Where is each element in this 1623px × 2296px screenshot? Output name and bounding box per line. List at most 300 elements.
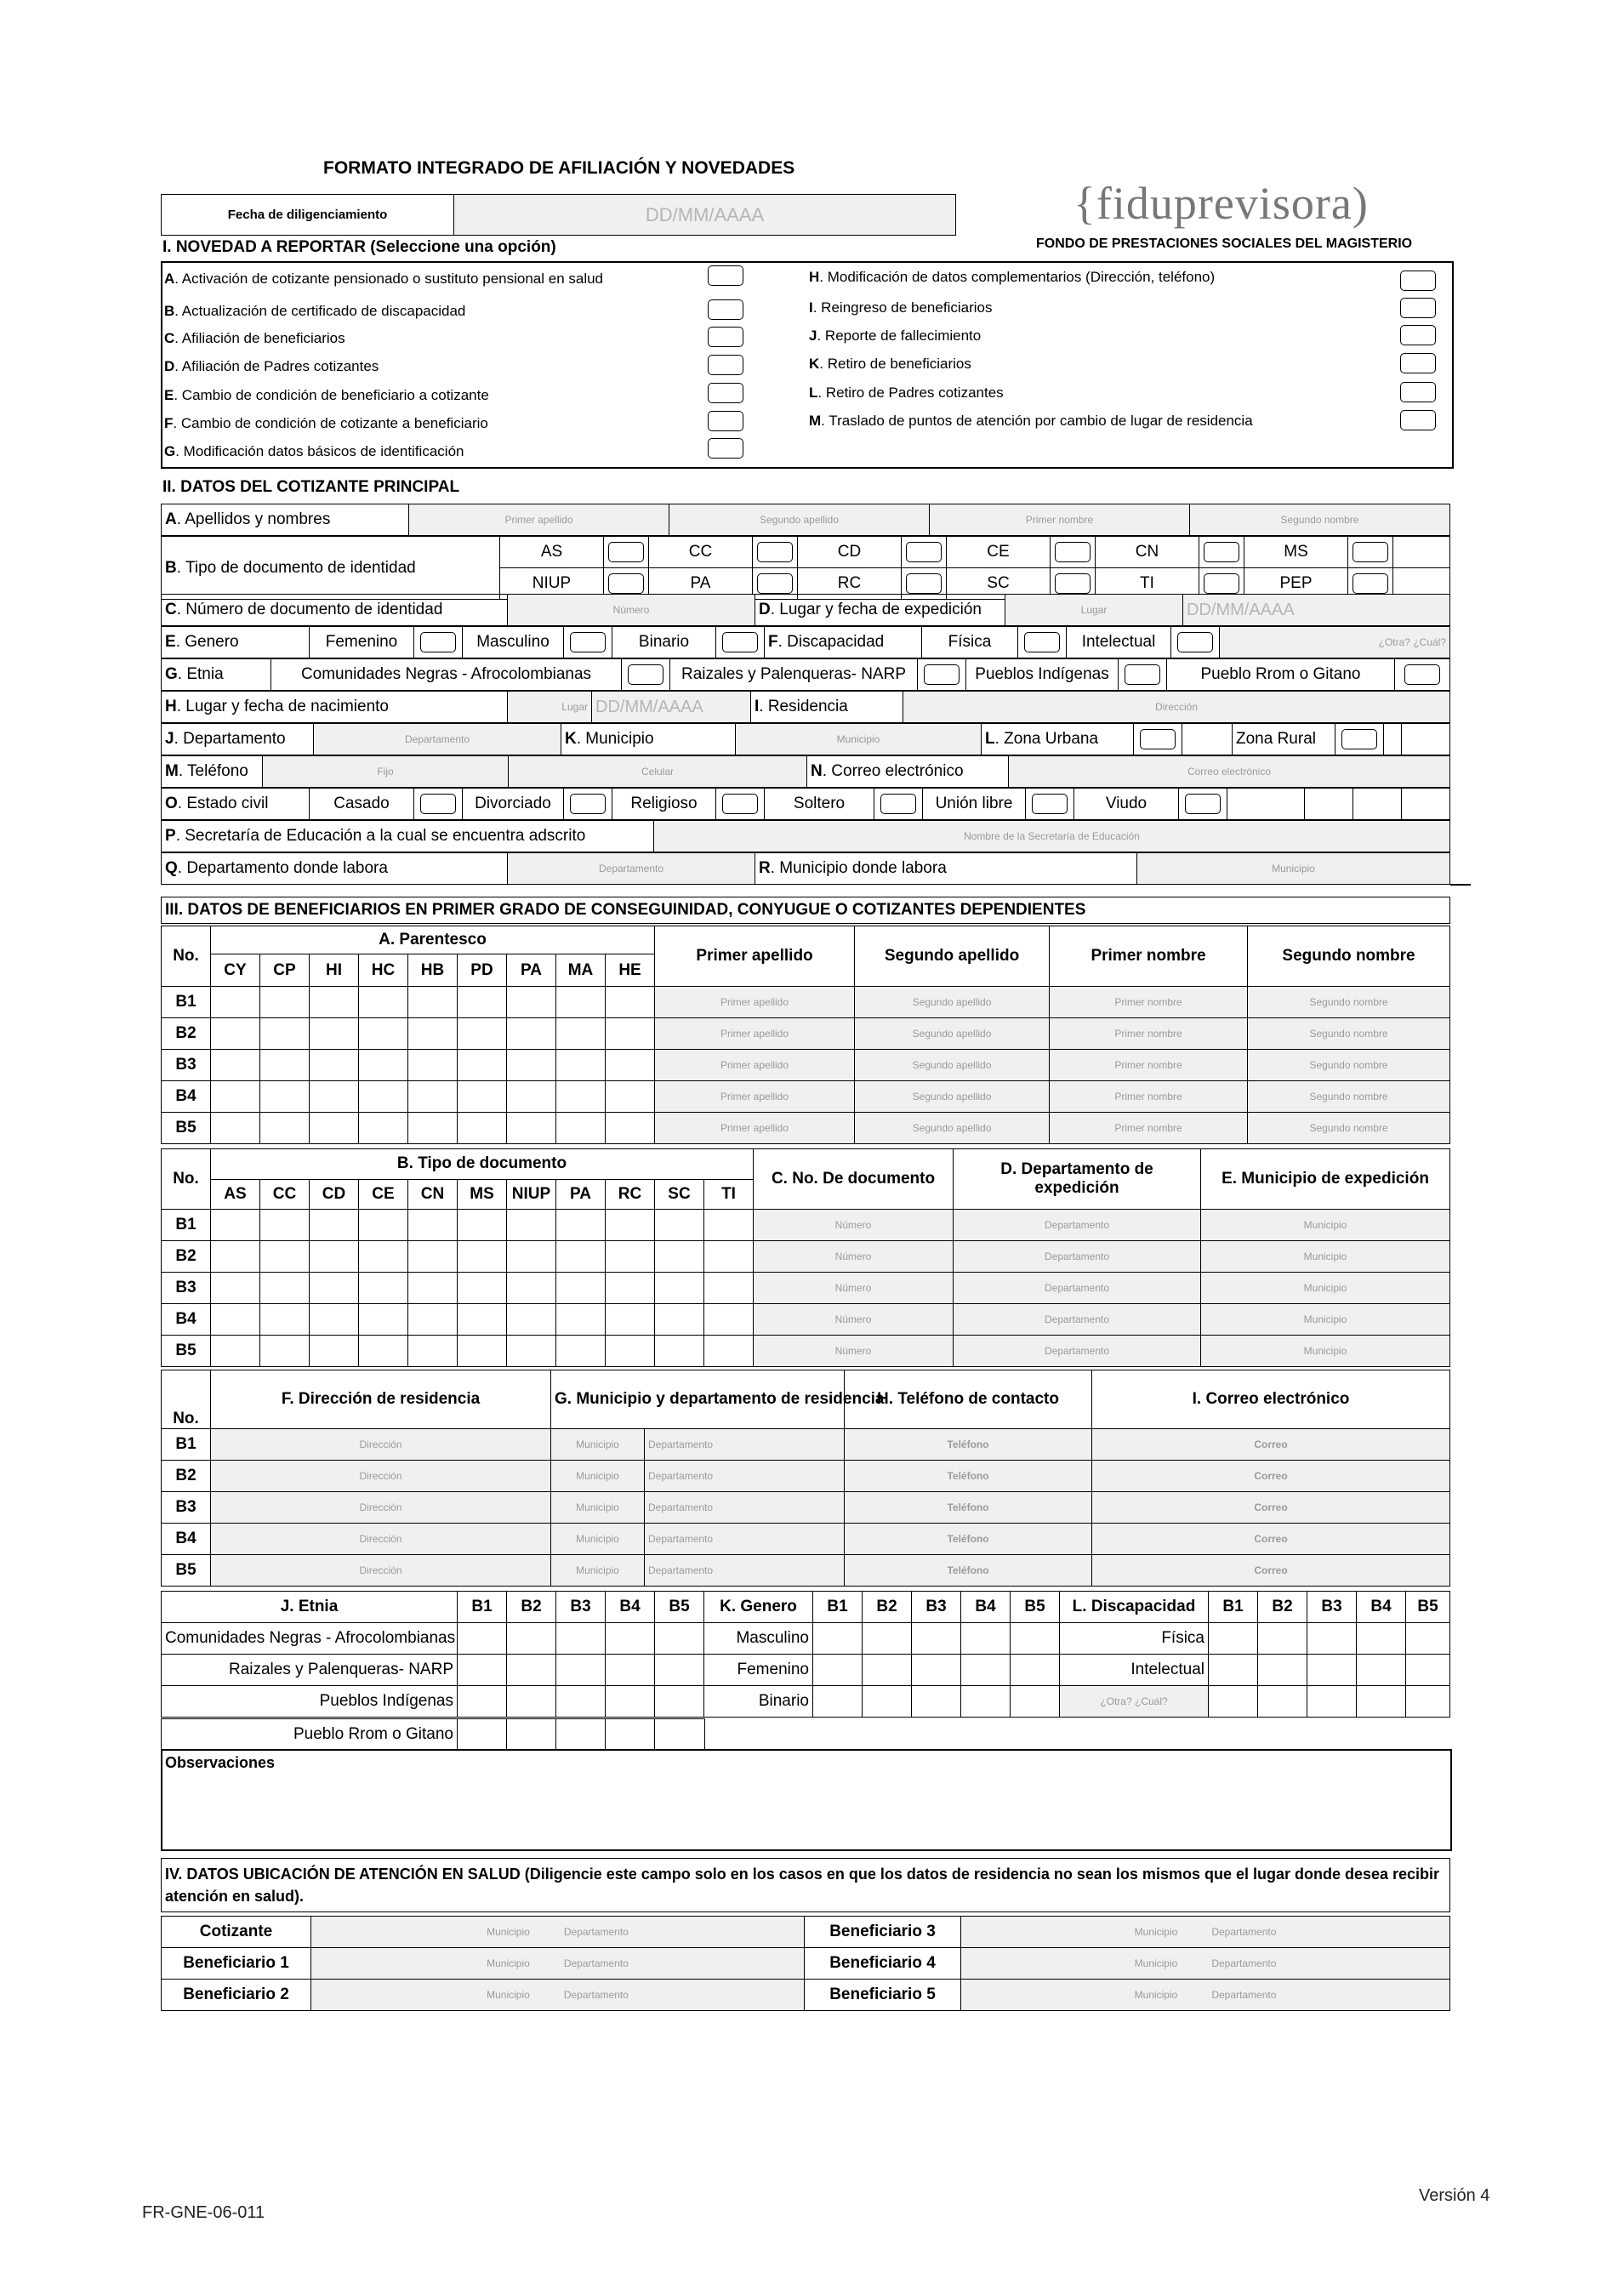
checkbox-option-f[interactable] [708,411,743,431]
cell[interactable] [863,1655,912,1686]
tipo-cell[interactable] [556,1241,606,1273]
doc-checkbox[interactable] [608,573,644,594]
tipo-cell[interactable] [310,1273,359,1304]
label-departamento: J. Departamento [162,724,314,755]
name-input[interactable]: Primer nombre [1050,987,1248,1018]
cell[interactable] [1011,1686,1060,1718]
checkbox-option-b[interactable] [708,299,743,320]
doc-input[interactable]: Departamento [954,1210,1201,1241]
municipio-labora-input[interactable]: Municipio [1137,853,1450,885]
ubicacion-b1-input[interactable]: Municipio Departamento [311,1948,805,1980]
direccion-input[interactable]: Dirección [211,1429,551,1461]
cell[interactable] [606,1686,655,1718]
cell[interactable] [912,1655,961,1686]
tipo-cell[interactable] [458,1273,507,1304]
parentesco-cell[interactable] [556,1113,606,1144]
doc-checkbox[interactable] [757,542,793,562]
secretaria-input[interactable]: Nombre de la Secretaría de Educación [654,821,1450,852]
correo-input[interactable]: Correo [1092,1429,1450,1461]
tipo-col: CN [408,1179,458,1210]
name-input[interactable]: Segundo apellido [855,1050,1050,1081]
section-3-title-row [161,897,1450,924]
ubicacion-b4-input[interactable]: Municipio Departamento [961,1948,1450,1980]
cell[interactable] [556,1655,606,1686]
parentesco-cell[interactable] [606,1050,655,1081]
form-title: FORMATO INTEGRADO DE AFILIACIÓN Y NOVEDADES [323,158,795,178]
departamento-input[interactable]: Departamento [645,1555,845,1587]
tipo-col: NIUP [507,1179,556,1210]
tipo-cell[interactable] [606,1210,655,1241]
observaciones-box[interactable] [161,1749,1452,1851]
cell[interactable] [1209,1623,1258,1655]
direccion-input[interactable]: Dirección [211,1524,551,1555]
doc-checkbox[interactable] [1055,542,1091,562]
tipo-cell[interactable] [310,1210,359,1241]
cell[interactable] [655,1655,704,1686]
header-segundo-apellido: Segundo apellido [855,926,1050,987]
label-municipio-labora: R. Municipio donde labora [755,853,1137,885]
ubicacion-b3-input[interactable]: Municipio Departamento [961,1917,1450,1948]
name-input[interactable]: Segundo nombre [1248,1050,1450,1081]
cell[interactable] [1307,1655,1357,1686]
parentesco-cell[interactable] [408,1113,458,1144]
cell[interactable] [1406,1655,1450,1686]
municipio-input[interactable]: Municipio [551,1524,645,1555]
cell[interactable] [556,1623,606,1655]
tipo-cell[interactable] [359,1304,408,1336]
disc-fisica-checkbox[interactable] [1024,632,1060,652]
name-input[interactable]: Segundo nombre [1248,987,1450,1018]
parentesco-cell[interactable] [310,1113,359,1144]
parentesco-cell[interactable] [359,1050,408,1081]
tipo-cell[interactable] [507,1273,556,1304]
tipo-cell[interactable] [606,1336,655,1367]
cell[interactable] [1307,1623,1357,1655]
lugar-expedicion-input[interactable]: Lugar [1005,595,1183,626]
correo-input[interactable]: Correo electrónico [1009,756,1450,788]
genero-femenino-checkbox[interactable] [420,632,456,652]
cell[interactable] [507,1623,556,1655]
cell[interactable] [813,1686,863,1718]
parentesco-cell[interactable] [606,1113,655,1144]
doc-checkbox[interactable] [1055,573,1091,594]
parentesco-cell[interactable] [507,1018,556,1050]
direccion-input[interactable]: Dirección [211,1492,551,1524]
doc-label: MS [1244,537,1348,568]
cell[interactable] [813,1655,863,1686]
tipo-cell[interactable] [655,1304,704,1336]
disc-otra-input[interactable]: ¿Otra? ¿Cuál? [1060,1686,1209,1718]
parentesco-cell[interactable] [507,987,556,1018]
row-g-etnia [161,658,1450,691]
doc-input[interactable]: Departamento [954,1336,1201,1367]
name-input[interactable]: Primer apellido [655,1081,855,1113]
checkbox-option-m[interactable] [1400,410,1436,430]
cell[interactable] [655,1623,704,1655]
name-input[interactable]: Segundo apellido [855,987,1050,1018]
parentesco-cell[interactable] [606,987,655,1018]
name-input[interactable]: Segundo nombre [1248,1081,1450,1113]
tipo-cell[interactable] [359,1336,408,1367]
doc-input[interactable]: Número [754,1273,954,1304]
tipo-cell[interactable] [408,1304,458,1336]
checkbox-option-g[interactable] [708,438,743,459]
etnia-opt-narp: Raizales y Palenqueras- NARP [162,1655,458,1686]
doc-input[interactable]: Municipio [1201,1273,1450,1304]
parentesco-cell[interactable] [408,987,458,1018]
direccion-input[interactable]: Dirección [211,1461,551,1492]
cell[interactable] [507,1655,556,1686]
tipo-cell[interactable] [359,1210,408,1241]
segundo-apellido-input[interactable]: Segundo apellido [669,504,930,536]
parentesco-cell[interactable] [359,1018,408,1050]
departamento-input[interactable]: Departamento [645,1429,845,1461]
name-input[interactable]: Primer nombre [1050,1018,1248,1050]
cell[interactable] [1406,1686,1450,1718]
tipo-cell[interactable] [507,1304,556,1336]
tipo-cell[interactable] [704,1336,754,1367]
tipo-cell[interactable] [556,1336,606,1367]
departamento-input[interactable]: Departamento [645,1492,845,1524]
tipo-cell[interactable] [408,1241,458,1273]
doc-checkbox[interactable] [1204,573,1239,594]
cell[interactable] [1209,1686,1258,1718]
row-id: B2 [162,1461,211,1492]
parentesco-cell[interactable] [458,1113,507,1144]
tipo-cell[interactable] [310,1241,359,1273]
tipo-cell[interactable] [704,1304,754,1336]
etnia-opt-afro: Comunidades Negras - Afrocolombianas [162,1623,458,1655]
doc-input[interactable]: Municipio [1201,1336,1450,1367]
cell[interactable] [458,1686,507,1718]
tipo-cell[interactable] [408,1336,458,1367]
checkbox-option-d[interactable] [708,355,743,375]
tipo-cell[interactable] [211,1273,260,1304]
telefono-input[interactable]: Teléfono [845,1524,1092,1555]
tipo-cell[interactable] [507,1210,556,1241]
name-input[interactable]: Segundo apellido [855,1018,1050,1050]
doc-input[interactable]: Departamento [954,1273,1201,1304]
parentesco-cell[interactable] [260,1050,310,1081]
ec-viudo-checkbox[interactable] [1185,794,1221,814]
name-input[interactable]: Primer nombre [1050,1050,1248,1081]
cell[interactable] [813,1623,863,1655]
doc-checkbox[interactable] [757,573,793,594]
cell[interactable] [961,1655,1011,1686]
tipo-cell[interactable] [211,1210,260,1241]
cell[interactable] [1258,1623,1307,1655]
cell[interactable] [961,1686,1011,1718]
genero-masculino-checkbox[interactable] [570,632,606,652]
municipio-input[interactable]: Municipio [736,724,982,755]
parentesco-cell[interactable] [408,1050,458,1081]
tipo-cell[interactable] [507,1241,556,1273]
parentesco-cell[interactable] [211,1050,260,1081]
cell[interactable] [1011,1655,1060,1686]
cell[interactable] [1258,1655,1307,1686]
tipo-cell[interactable] [211,1241,260,1273]
cell[interactable] [863,1623,912,1655]
zona-urbana-checkbox[interactable] [1140,729,1176,749]
tipo-cell[interactable] [260,1273,310,1304]
tipo-cell[interactable] [704,1210,754,1241]
tipo-cell[interactable] [655,1241,704,1273]
correo-input[interactable]: Correo [1092,1461,1450,1492]
parentesco-cell[interactable] [359,1113,408,1144]
cell[interactable] [606,1655,655,1686]
doc-checkbox[interactable] [906,542,942,562]
name-input[interactable]: Primer apellido [655,987,855,1018]
cell[interactable] [458,1655,507,1686]
etnia-afro-checkbox[interactable] [628,664,663,685]
parentesco-cell[interactable] [260,1113,310,1144]
parentesco-cell[interactable] [211,1081,260,1113]
fecha-expedicion-input[interactable]: DD/MM/AAAA [1183,595,1450,626]
tipo-cell[interactable] [507,1336,556,1367]
tipo-cell[interactable] [606,1241,655,1273]
name-input[interactable]: Primer apellido [655,1113,855,1144]
parentesco-cell[interactable] [310,1050,359,1081]
tipo-cell[interactable] [655,1336,704,1367]
departamento-labora-input[interactable]: Departamento [508,853,755,885]
doc-input[interactable]: Número [754,1210,954,1241]
departamento-input[interactable]: Departamento [645,1461,845,1492]
label-secretaria: P. Secretaría de Educación a la cual se encuentra adscrito [162,821,654,852]
parentesco-cell[interactable] [556,1050,606,1081]
doc-input[interactable]: Número [754,1304,954,1336]
parentesco-cell[interactable] [310,1018,359,1050]
cell[interactable] [655,1719,705,1751]
doc-input[interactable]: Municipio [1201,1304,1450,1336]
checkbox-option-k[interactable] [1400,353,1436,373]
cell[interactable] [458,1719,507,1751]
tipo-cell[interactable] [359,1241,408,1273]
genero-opt-masculino: Masculino [704,1623,813,1655]
tipo-cell[interactable] [260,1241,310,1273]
doc-input[interactable]: Departamento [954,1304,1201,1336]
parentesco-cell[interactable] [507,1113,556,1144]
name-input[interactable]: Segundo apellido [855,1081,1050,1113]
cell[interactable] [556,1719,606,1751]
cell[interactable] [1406,1623,1450,1655]
tipo-cell[interactable] [606,1304,655,1336]
cell[interactable] [912,1686,961,1718]
municipio-input[interactable]: Municipio [551,1555,645,1587]
parentesco-cell[interactable] [507,1081,556,1113]
checkbox-option-a[interactable] [708,265,743,286]
ubicacion-cotizante-input[interactable]: Municipio Departamento [311,1917,805,1948]
name-input[interactable]: Segundo nombre [1248,1113,1450,1144]
municipio-input[interactable]: Municipio [551,1461,645,1492]
cell[interactable] [1209,1655,1258,1686]
tipo-cell[interactable] [260,1336,310,1367]
name-input[interactable]: Segundo nombre [1248,1018,1450,1050]
name-input[interactable]: Primer nombre [1050,1081,1248,1113]
doc-input[interactable]: Departamento [954,1241,1201,1273]
cell[interactable] [606,1719,655,1751]
cell[interactable] [863,1686,912,1718]
tipo-cell[interactable] [310,1336,359,1367]
tipo-cell[interactable] [458,1210,507,1241]
etnia-narp-checkbox[interactable] [924,664,960,685]
doc-checkbox[interactable] [1352,542,1388,562]
checkbox-option-e[interactable] [708,383,743,403]
lugar-nacimiento-input[interactable]: Lugar [508,692,592,723]
name-input[interactable]: Primer nombre [1050,1113,1248,1144]
cell[interactable] [507,1686,556,1718]
cell[interactable] [1357,1686,1406,1718]
parentesco-cell[interactable] [556,987,606,1018]
cell[interactable] [556,1686,606,1718]
parentesco-cell[interactable] [310,1081,359,1113]
doc-input[interactable]: Municipio [1201,1241,1450,1273]
etnia-afro-label: Comunidades Negras - Afrocolombianas [271,659,622,691]
residencia-direccion-input[interactable]: Dirección [903,692,1450,723]
municipio-input[interactable]: Municipio [551,1492,645,1524]
parentesco-cell[interactable] [408,1081,458,1113]
telefono-celular-input[interactable]: Celular [509,756,807,788]
ubicacion-b5-input[interactable]: Municipio Departamento [961,1980,1450,2011]
parentesco-cell[interactable] [359,1081,408,1113]
telefono-input[interactable]: Teléfono [845,1429,1092,1461]
tipo-cell[interactable] [458,1304,507,1336]
primer-apellido-input[interactable]: Primer apellido [409,504,669,536]
tipo-cell[interactable] [260,1210,310,1241]
cell[interactable] [458,1623,507,1655]
tipo-cell[interactable] [704,1273,754,1304]
col-cp: CP [260,954,310,987]
parentesco-cell[interactable] [556,1018,606,1050]
correo-input[interactable]: Correo [1092,1492,1450,1524]
ubicacion-b2-input[interactable]: Municipio Departamento [311,1980,805,2011]
tipo-cell[interactable] [211,1336,260,1367]
tipo-cell[interactable] [606,1273,655,1304]
segundo-nombre-input[interactable]: Segundo nombre [1190,504,1450,536]
tipo-cell[interactable] [655,1273,704,1304]
correo-input[interactable]: Correo [1092,1555,1450,1587]
checkbox-option-c[interactable] [708,327,743,347]
doc-checkbox[interactable] [608,542,644,562]
tipo-cell[interactable] [310,1304,359,1336]
parentesco-cell[interactable] [211,987,260,1018]
tipo-cell[interactable] [408,1210,458,1241]
parentesco-cell[interactable] [556,1081,606,1113]
cell[interactable] [655,1686,704,1718]
name-input[interactable]: Primer apellido [655,1018,855,1050]
parentesco-cell[interactable] [507,1050,556,1081]
tipo-cell[interactable] [556,1304,606,1336]
parentesco-cell[interactable] [310,987,359,1018]
direccion-input[interactable]: Dirección [211,1555,551,1587]
telefono-input[interactable]: Teléfono [845,1461,1092,1492]
checkbox-option-i[interactable] [1400,298,1436,318]
parentesco-cell[interactable] [458,1081,507,1113]
telefono-input[interactable]: Teléfono [845,1492,1092,1524]
doc-input[interactable]: Número [754,1336,954,1367]
tipo-cell[interactable] [556,1273,606,1304]
header-telefono: H. Teléfono de contacto [845,1370,1092,1429]
departamento-input[interactable]: Departamento [314,724,561,755]
checkbox-option-h[interactable] [1400,271,1436,291]
doc-input[interactable]: Número [754,1241,954,1273]
telefono-input[interactable]: Teléfono [845,1555,1092,1587]
telefono-fijo-input[interactable]: Fijo [263,756,509,788]
tipo-cell[interactable] [359,1273,408,1304]
parentesco-cell[interactable] [359,987,408,1018]
tipo-cell[interactable] [458,1241,507,1273]
parentesco-cell[interactable] [408,1018,458,1050]
parentesco-cell[interactable] [606,1018,655,1050]
doc-checkbox[interactable] [1352,573,1388,594]
etnia-rrom-checkbox[interactable] [1404,664,1440,685]
tipo-cell[interactable] [458,1336,507,1367]
parentesco-cell[interactable] [260,1081,310,1113]
cell[interactable] [1357,1655,1406,1686]
doc-input[interactable]: Municipio [1201,1210,1450,1241]
zona-rural-checkbox[interactable] [1341,729,1377,749]
correo-input[interactable]: Correo [1092,1524,1450,1555]
ec-divorciado-checkbox[interactable] [570,794,606,814]
parentesco-cell[interactable] [260,1018,310,1050]
tipo-cell[interactable] [408,1273,458,1304]
doc-checkbox[interactable] [1204,542,1239,562]
departamento-input[interactable]: Departamento [645,1524,845,1555]
checkbox-option-l[interactable] [1400,382,1436,402]
tipo-cell[interactable] [211,1304,260,1336]
etnia-indigena-checkbox[interactable] [1125,664,1160,685]
cell[interactable] [507,1719,556,1751]
numero-documento-input[interactable]: Número [508,595,755,626]
ec-religioso-checkbox[interactable] [722,794,758,814]
tipo-cell[interactable] [556,1210,606,1241]
parentesco-cell[interactable] [260,987,310,1018]
cell[interactable] [606,1623,655,1655]
tipo-cell[interactable] [655,1210,704,1241]
cell[interactable] [912,1623,961,1655]
name-input[interactable]: Segundo apellido [855,1113,1050,1144]
cell[interactable] [1011,1623,1060,1655]
parentesco-cell[interactable] [606,1081,655,1113]
ec-union-libre-checkbox[interactable] [1032,794,1068,814]
parentesco-cell[interactable] [211,1018,260,1050]
primer-nombre-input[interactable]: Primer nombre [930,504,1190,536]
parentesco-cell[interactable] [458,1018,507,1050]
cell[interactable] [1258,1686,1307,1718]
parentesco-cell[interactable] [211,1113,260,1144]
fecha-nacimiento-input[interactable]: DD/MM/AAAA [592,692,751,723]
tipo-cell[interactable] [260,1304,310,1336]
fecha-input[interactable]: DD/MM/AAAA [454,195,956,236]
checkbox-option-j[interactable] [1400,325,1436,345]
name-input[interactable]: Primer apellido [655,1050,855,1081]
genero-binario-checkbox[interactable] [722,632,758,652]
cell[interactable] [961,1623,1011,1655]
tipo-cell[interactable] [704,1241,754,1273]
municipio-input[interactable]: Municipio [551,1429,645,1461]
ec-casado-checkbox[interactable] [420,794,456,814]
cell[interactable] [1357,1623,1406,1655]
ec-soltero-checkbox[interactable] [880,794,916,814]
col-pa: PA [507,954,556,987]
parentesco-cell[interactable] [458,987,507,1018]
parentesco-cell[interactable] [458,1050,507,1081]
disc-otra-input[interactable]: ¿Otra? ¿Cuál? [1220,627,1450,658]
tipo-col: MS [458,1179,507,1210]
doc-checkbox[interactable] [906,573,942,594]
disc-intelectual-checkbox[interactable] [1177,632,1213,652]
doc-label: AS [500,537,604,568]
cell[interactable] [1307,1686,1357,1718]
